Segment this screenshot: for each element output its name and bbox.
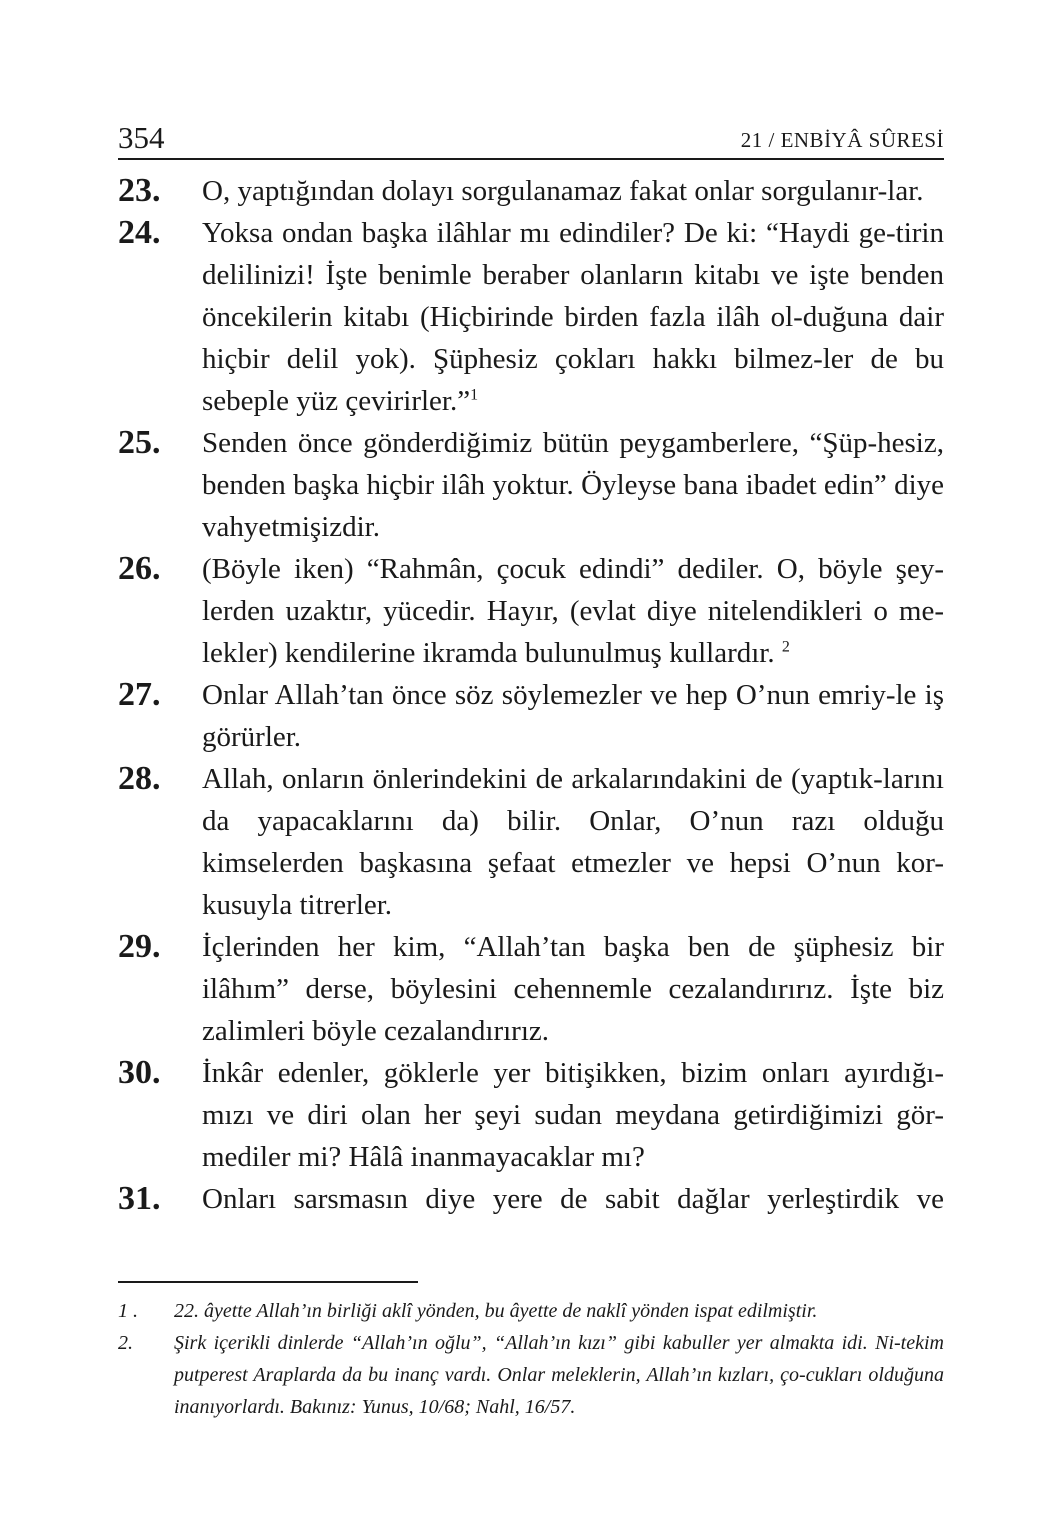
footnote-ref[interactable]: 2 xyxy=(781,638,790,656)
verse-text: Onları sarsmasın diye yere de sabit dağlar yerleştirdik ve xyxy=(202,1183,944,1215)
verse-25 xyxy=(118,422,944,548)
footnote-1 xyxy=(118,1295,944,1327)
verse-text: İnkâr edenler, göklerle yer bitişikken, bizim onları ayırdığı-mızı ve diri olan her şeyi sudan meydana getirdiğimizi gör-mediler mi? Hâlâ inanmayacaklar mı? xyxy=(202,1057,944,1173)
verse-28 xyxy=(118,758,944,926)
verse-31 xyxy=(118,1178,944,1220)
verse-number: 29. xyxy=(118,928,161,965)
verse-list xyxy=(118,170,944,1220)
footnote-text: 22. âyette Allah’ın birliği aklî yönden, bu âyette de naklî yönden ispat edilmiştir. xyxy=(174,1300,818,1322)
verse-27 xyxy=(118,674,944,758)
verse-23 xyxy=(118,170,944,212)
page-header xyxy=(118,118,944,160)
verse-number: 31. xyxy=(118,1180,161,1217)
verse-24 xyxy=(118,212,944,422)
verse-text: Senden önce gönderdiğimiz bütün peygamberlere, “Şüp-hesiz, benden başka hiçbir ilâh yoktur. Öyleyse bana ibadet edin” diye vahyetmişizdir. xyxy=(202,427,944,543)
verse-number: 30. xyxy=(118,1054,161,1091)
verse-26 xyxy=(118,548,944,674)
running-title: 21 / ENBİYÂ SÛRESİ xyxy=(740,128,944,152)
verse-number: 23. xyxy=(118,172,161,209)
verse-number: 24. xyxy=(118,214,161,251)
verse-number: 26. xyxy=(118,550,161,587)
verse-text: (Böyle iken) “Rahmân, çocuk edindi” dediler. O, böyle şey-lerden uzaktır, yücedir. Hayır, (evlat diye nitelendikleri o me-lekler) kendilerine ikramda bulunulmuş kullardır. $^2$ xyxy=(202,553,944,669)
page-body xyxy=(118,118,944,1220)
footnote-2 xyxy=(118,1327,944,1423)
verse-text: Yoksa ondan başka ilâhlar mı edindiler? De ki: “Haydi ge-tirin delilinizi! İşte benimle beraber olanların kitabı ve işte benden öncekilerin kitabı (Hiçbirinde birden fazla ilâh ol-duğuna dair hiçbir delil yok). Şüphesiz çokları hakkı bilmez-ler de bu sebeple yüz çevirirler.”$^1$ xyxy=(202,217,944,417)
footnote-number: 1 . xyxy=(118,1300,138,1322)
verse-text: Allah, onların önlerindekini de arkalarındakini de (yaptık-larını da yapacaklarını da) bilir. Onlar, O’nun razı olduğu kimselerden başkasına şefaat etmezler ve hepsi O’nun kor-kusuyla titrerler. xyxy=(202,763,944,921)
verse-number: 25. xyxy=(118,424,161,461)
footnote-ref[interactable]: 1 xyxy=(470,386,479,404)
verse-number: 27. xyxy=(118,676,161,713)
footnote-number: 2. xyxy=(118,1332,133,1354)
page-number: 354 xyxy=(118,120,165,155)
verse-text: İçlerinden her kim, “Allah’tan başka ben de şüphesiz bir ilâhım” derse, böylesini cehennemle cezalandırırız. İşte biz zalimleri böyle cezalandırırız. xyxy=(202,931,944,1047)
verse-30 xyxy=(118,1052,944,1178)
footnote-divider xyxy=(118,1281,418,1283)
verse-text: Onlar Allah’tan önce söz söylemezler ve hep O’nun emriy-le iş görürler. xyxy=(202,679,944,753)
footnote-text: Şirk içerikli dinlerde “Allah’ın oğlu”, “Allah’ın kızı” gibi kabuller yer almakta idi. Ni-tekim putperest Araplarda da bu inanç vardı. Onlar meleklerin, Allah’ın kızları, ço-cukları olduğuna inanıyorlardı. Bakınız: Yunus, 10/68; Nahl, 16/57. xyxy=(174,1332,944,1418)
verse-text: O, yaptığından dolayı sorgulanamaz fakat onlar sorgulanır-lar. xyxy=(202,175,924,207)
verse-number: 28. xyxy=(118,760,161,797)
verse-29 xyxy=(118,926,944,1052)
footnotes xyxy=(118,1295,944,1423)
